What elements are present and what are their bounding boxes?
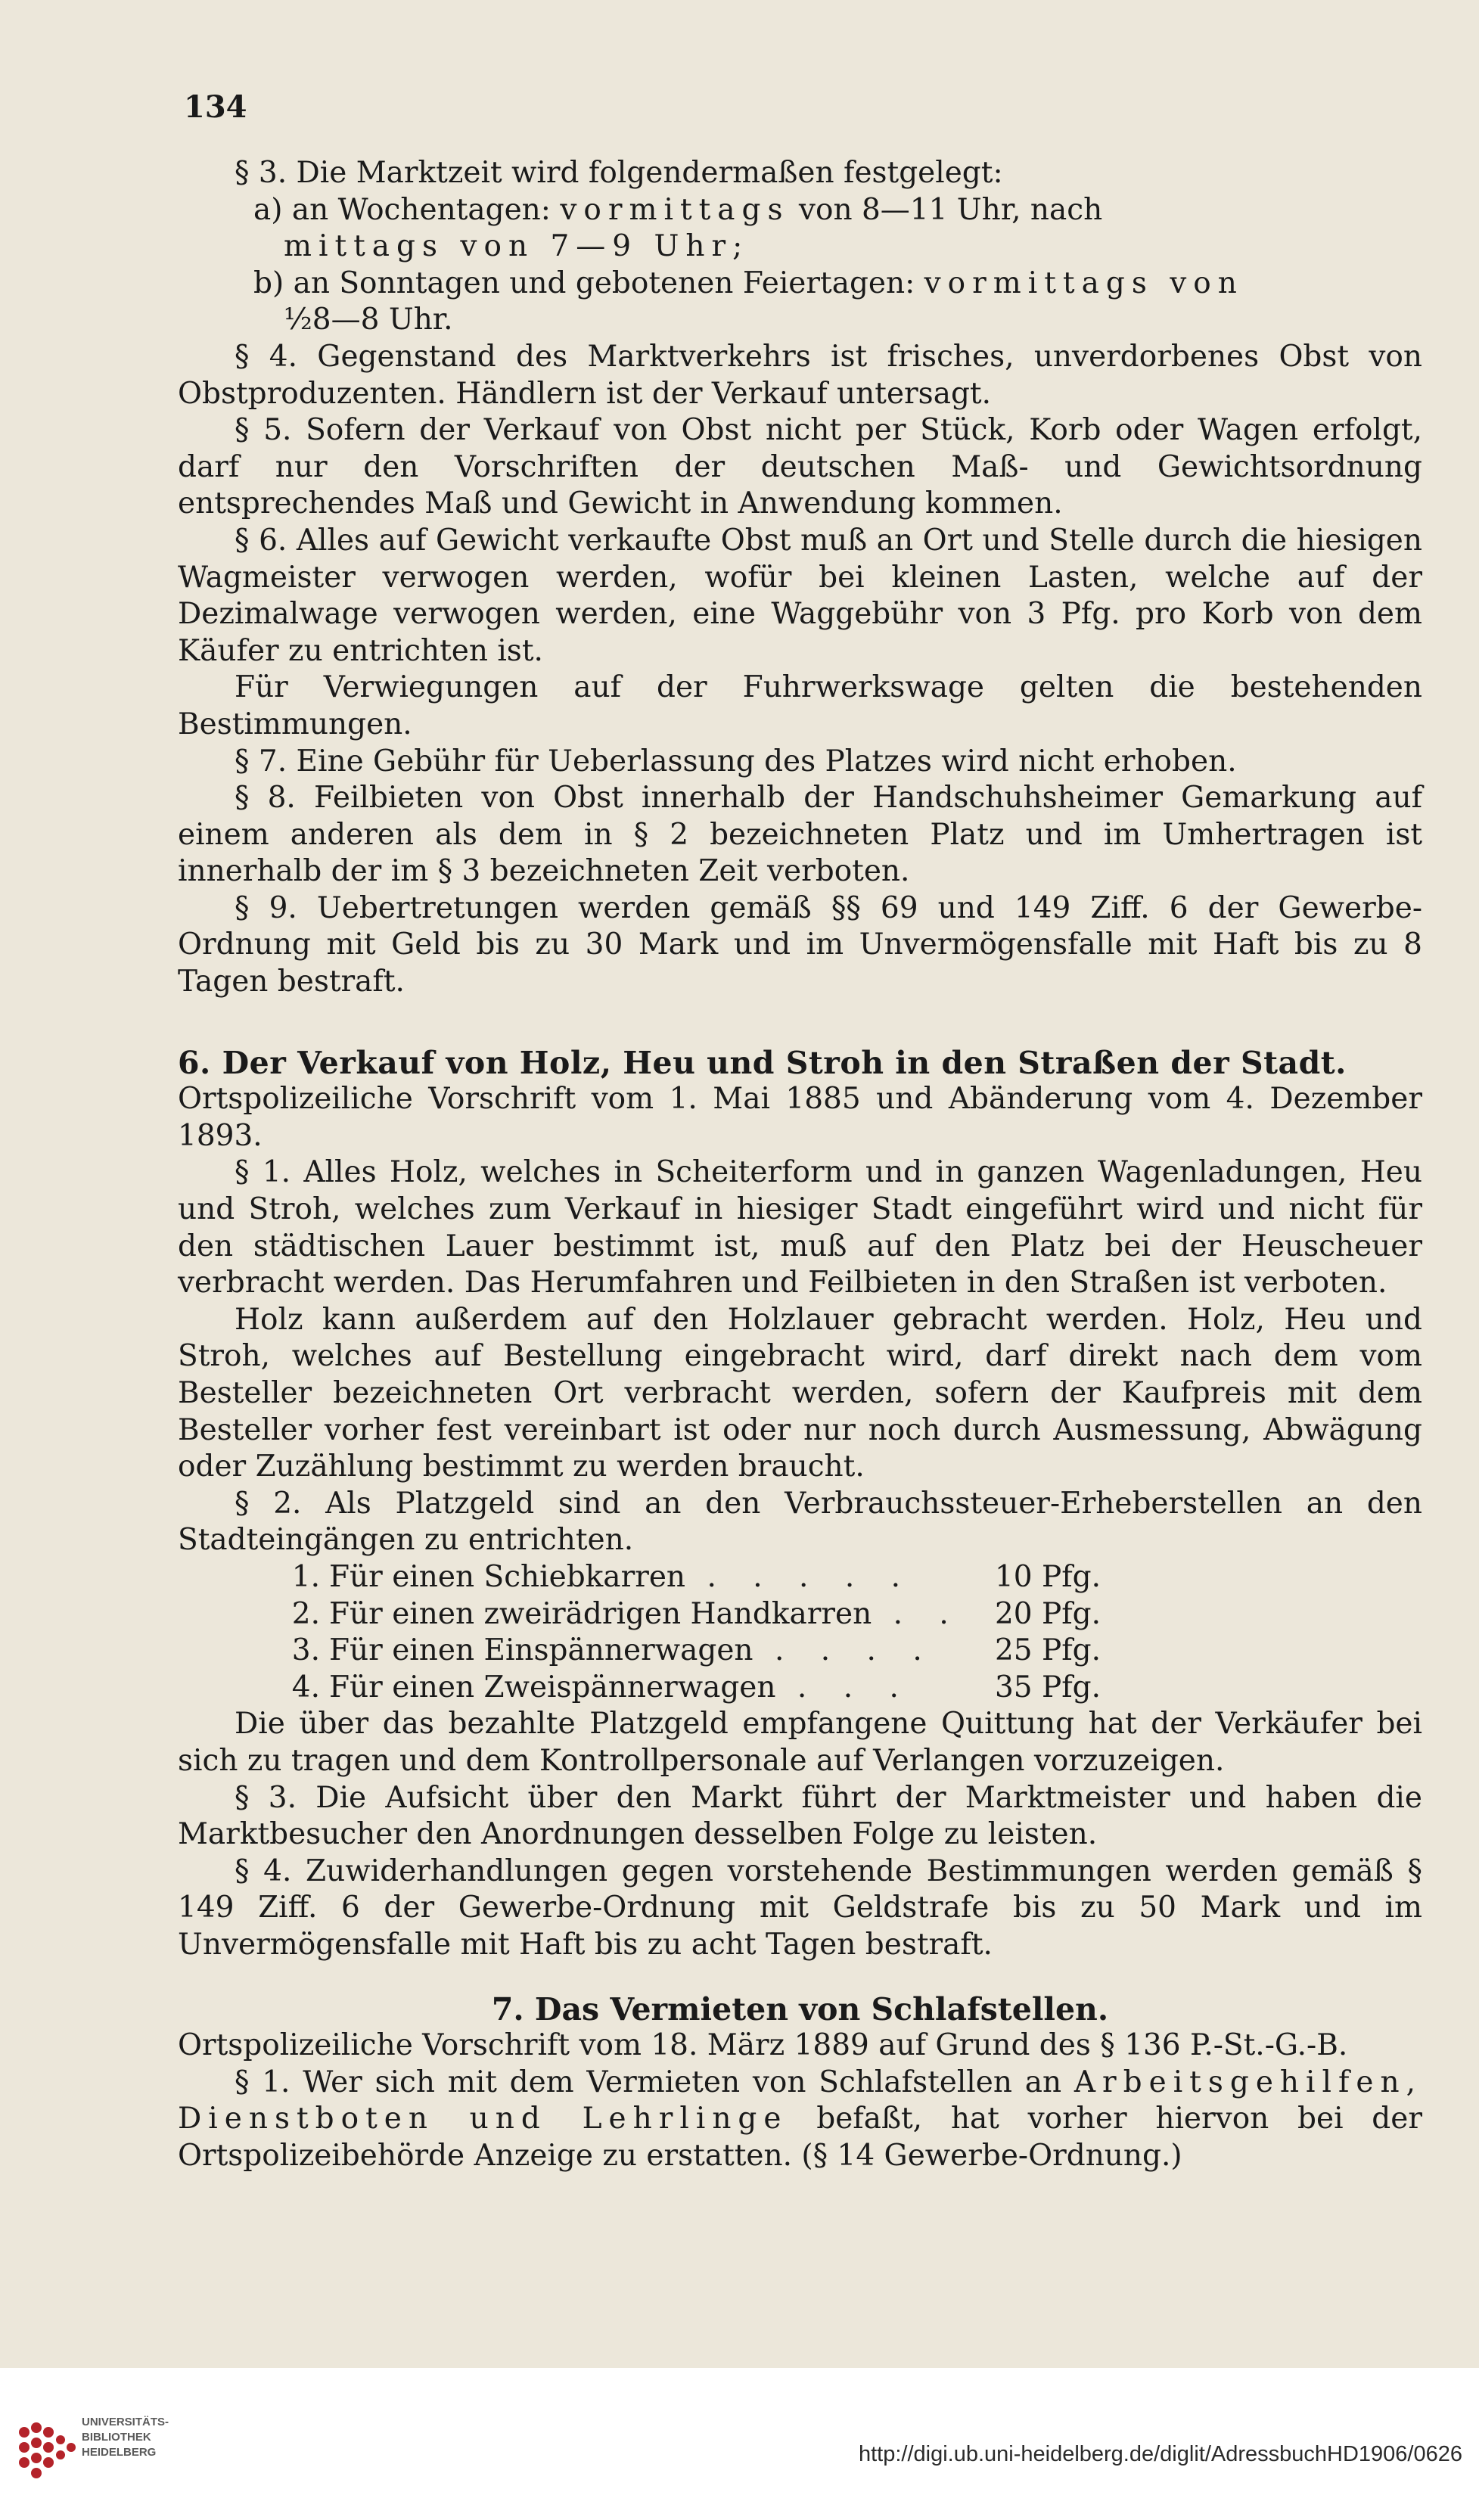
paragraph-3-intro: § 3. Die Marktzeit wird folgendermaßen festgelegt: <box>235 156 1003 190</box>
item-3b-prefix: b) an Sonntagen und gebotenen Feiertagen: <box>253 266 924 300</box>
section-7-heading: 7. Das Vermieten von Schlafstellen. <box>491 1990 1109 2027</box>
item-3b-spaced: vormittags von <box>924 266 1244 300</box>
fee-price: 35 Pfg. <box>994 1670 1101 1704</box>
section-6-paragraph-2b: Die über das bezahlte Platzgeld empfangene Quittung hat der Verkäufer bei sich zu tragen und dem Kontrollpersonale auf Verlangen vorzuzeigen. <box>178 1707 1422 1778</box>
page-number: 134 <box>184 89 247 125</box>
library-name <box>82 2415 169 2460</box>
fee-number: 3. <box>291 1633 320 1668</box>
section-6-paragraph-3: § 3. Die Aufsicht über den Markt führt der Marktmeister und haben die Marktbesucher den Anordnungen desselben Folge zu leisten. <box>178 1780 1422 1852</box>
section-6-title: 6. Der Verkauf von Holz, Heu und Stroh in den Straßen der Stadt. <box>178 1044 1347 1081</box>
fee-row <box>178 1559 1422 1596</box>
item-3a-mid: von 8—11 Uhr, nach <box>789 192 1103 227</box>
section-6-paragraph-1b: Holz kann außerdem auf den Holzlauer gebracht werden. Holz, Heu und Stroh, welches auf Bestellung eingebracht wird, darf direkt nach dem vom Besteller bezeichneten Ort verbracht werden, sofern der Kaufpreis mit dem Besteller vorher fest vereinbart ist oder nur noch durch Ausmessung, Abwägung oder Zuzählung bestimmt zu werden braucht. <box>178 1302 1422 1484</box>
section-6-paragraph-2: § 2. Als Platzgeld sind an den Verbrauchssteuer-Erheberstellen an den Stadteingängen zu entrichten. <box>178 1486 1422 1558</box>
fee-number: 1. <box>291 1559 320 1594</box>
fee-price: 20 Pfg. <box>994 1596 1101 1631</box>
item-3b-end: ½8—8 Uhr. <box>284 303 453 337</box>
section-6-heading <box>178 1045 1422 1082</box>
fee-description: Für einen Zweispännerwagen . . . <box>329 1670 912 1704</box>
item-3b <box>178 266 1422 339</box>
paragraph-9: § 9. Uebertretungen werden gemäß §§ 69 und 149 Ziff. 6 der Gewerbe-Ordnung mit Geld bis zu 30 Mark und im Unvermögensfalle mit Haft bis zu 8 Tagen bestraft. <box>178 890 1422 999</box>
item-3a <box>178 192 1422 266</box>
paragraph-8: § 8. Feilbieten von Obst innerhalb der Handschuhsheimer Gemarkung auf einem anderen als dem in § 2 bezeichneten Platz und im Umhertragen ist innerhalb der im § 3 bezeichneten Zeit verboten. <box>178 781 1422 889</box>
item-3a-spaced-2: mittags von 7—9 Uhr; <box>284 229 750 264</box>
paragraph-4: § 4. Gegenstand des Marktverkehrs ist frisches, unverdorbenes Obst von Obstproduzenten. Händlern ist der Verkauf untersagt. <box>178 339 1422 411</box>
paragraph-7: § 7. Eine Gebühr für Ueberlassung des Platzes wird nicht erhoben. <box>235 744 1237 778</box>
fee-row <box>178 1596 1422 1633</box>
section-6-subheading: Ortspolizeiliche Vorschrift vom 1. Mai 1885 und Abänderung vom 4. Dezember 1893. <box>178 1082 1422 1153</box>
fee-number: 2. <box>291 1596 320 1631</box>
paragraph-6: § 6. Alles auf Gewicht verkaufte Obst muß an Ort und Stelle durch die hiesigen Wagmeister verwogen werden, wofür bei kleinen Lasten, welche auf der Dezimalwage verwogen werden, eine Waggebühr von 3 Pfg. pro Korb von dem Käufer zu entrichten ist. <box>178 523 1422 668</box>
page-body <box>178 155 1422 2174</box>
fee-row <box>178 1670 1422 1707</box>
paragraph-6b: Für Verwiegungen auf der Fuhrwerkswage gelten die bestehenden Bestimmungen. <box>178 670 1422 741</box>
library-name-line: UNIVERSITÄTS- <box>82 2416 169 2428</box>
section-7-subheading: Ortspolizeiliche Vorschrift vom 18. März 1889 auf Grund des § 136 P.-St.-G.-B. <box>178 2028 1348 2063</box>
fee-description: Für einen Einspännerwagen . . . . <box>329 1633 936 1668</box>
library-name-line: BIBLIOTHEK <box>82 2431 151 2444</box>
fee-number: 4. <box>291 1670 320 1704</box>
fee-row <box>178 1633 1422 1670</box>
section-6-paragraph-1: § 1. Alles Holz, welches in Scheiterform und in ganzen Wagenladungen, Heu und Stroh, welches zum Verkauf in hiesiger Stadt eingeführt wird und nicht für den städtischen Lauer bestimmt ist, muß auf den Platz bei der Heuscheuer verbracht werden. Das Herumfahren und Feilbieten in den Straßen ist verboten. <box>178 1155 1422 1300</box>
s7-p1-end: befaßt, hat vorher hiervon bei der Ortspolizeibehörde Anzeige zu erstatten. (§ 14 Gewerbe-Ordnung.) <box>178 2102 1422 2173</box>
item-3a-spaced: vormittags <box>560 192 790 227</box>
item-3a-prefix: a) an Wochentagen: <box>253 192 561 227</box>
fee-description: Für einen Schiebkarren . . . . . <box>329 1559 915 1594</box>
section-6-paragraph-4: § 4. Zuwiderhandlungen gegen vorstehende Bestimmungen werden gemäß § 149 Ziff. 6 der Gewerbe-Ordnung mit Geldstrafe bis zu 50 Mark und im Unvermögensfalle mit Haft bis zu acht Tagen bestraft. <box>178 1853 1422 1962</box>
fee-price: 25 Pfg. <box>994 1633 1101 1668</box>
library-name-line: HEIDELBERG <box>82 2446 157 2459</box>
viewer-footer <box>0 2368 1479 2520</box>
source-url-link[interactable]: http://digi.ub.uni-heidelberg.de/diglit/AdressbuchHD1906/0626 <box>858 2442 1462 2466</box>
fee-price: 10 Pfg. <box>994 1559 1101 1594</box>
fee-description: Für einen zweirädrigen Handkarren . . <box>329 1596 962 1631</box>
s7-p1-spaced: Arbeitsgehilfen, Dienstboten und Lehrlinge <box>178 2065 1422 2136</box>
section-7-paragraph-1 <box>178 2065 1422 2175</box>
fee-table <box>178 1559 1422 1706</box>
paragraph-5: § 5. Sofern der Verkauf von Obst nicht per Stück, Korb oder Wagen erfolgt, darf nur den Vorschriften der deutschen Maß- und Gewichtsordnung entsprechendes Maß und Gewicht in Anwendung kommen. <box>178 413 1422 521</box>
s7-p1-prefix: § 1. Wer sich mit dem Vermieten von Schlafstellen an <box>235 2065 1074 2099</box>
